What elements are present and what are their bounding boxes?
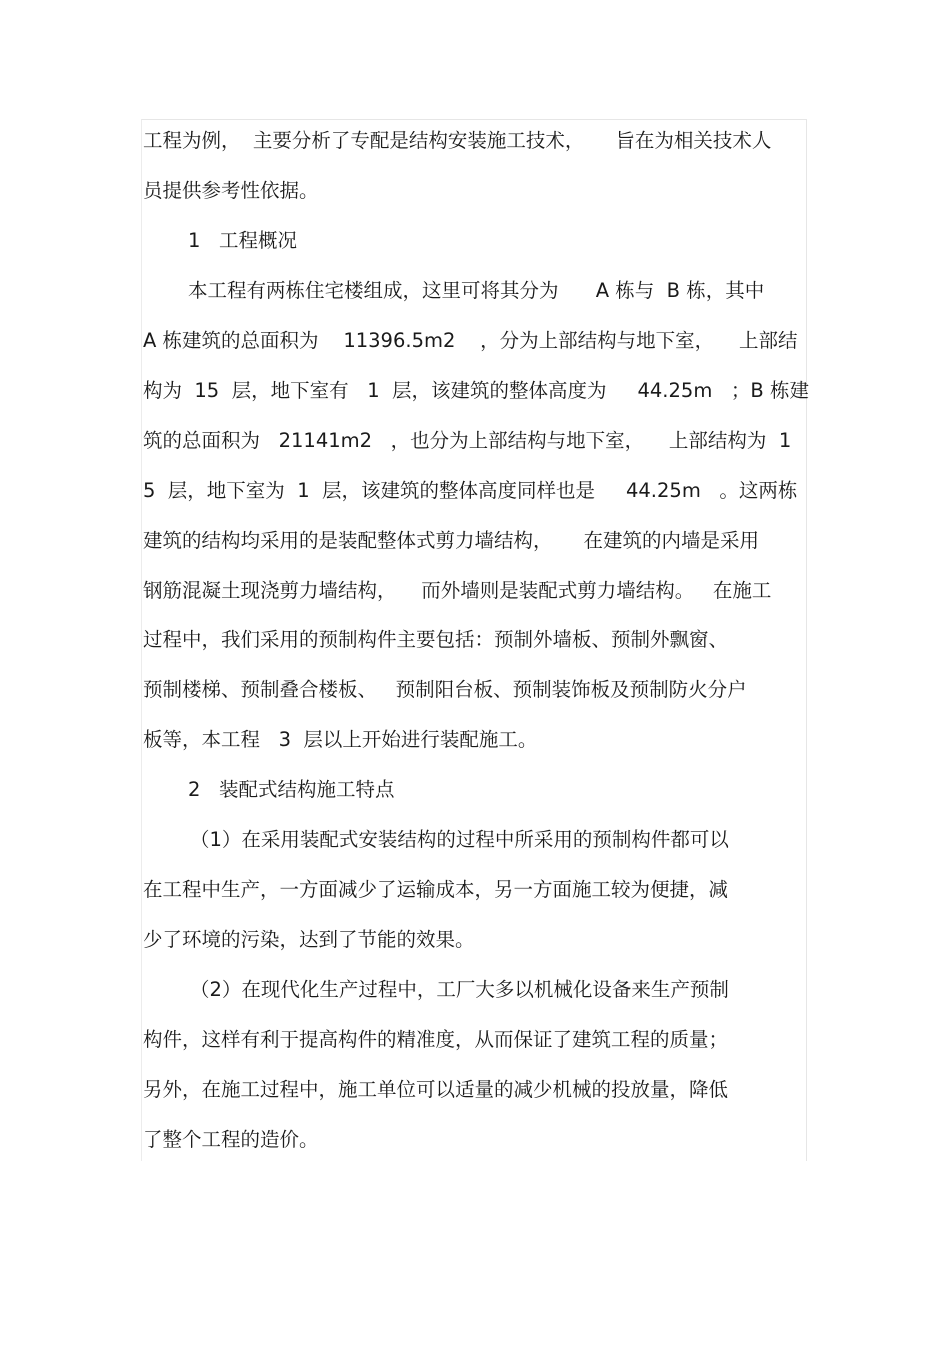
text-line: 过程中，我们采用的预制构件主要包括：预制外墙板、预制外飘窗、 <box>143 628 729 651</box>
text-line: 本工程有两栋住宅楼组成，这里可将其分为 A 栋与 B 栋，其中 <box>188 279 765 302</box>
text-line: 构件，这样有利于提高构件的精准度，从而保证了建筑工程的质量； <box>143 1028 729 1051</box>
text-line: 构为 15 层，地下室有 1 层，该建筑的整体高度为 44.25m ；B 栋建 <box>143 379 809 402</box>
section-heading: 2 装配式结构施工特点 <box>188 778 395 801</box>
text-line: 建筑的结构均采用的是装配整体式剪力墙结构， 在建筑的内墙是采用 <box>143 529 759 552</box>
text-line: 5 层，地下室为 1 层，该建筑的整体高度同样也是 44.25m 。这两栋 <box>143 479 798 502</box>
text-line: 另外，在施工过程中，施工单位可以适量的减少机械的投放量，降低 <box>143 1078 729 1101</box>
section-heading: 1 工程概况 <box>188 229 298 252</box>
text-line: 少了环境的污染，达到了节能的效果。 <box>143 928 475 951</box>
text-line: （2）在现代化生产过程中，工厂大多以机械化设备来生产预制 <box>190 978 729 1001</box>
text-line: （1）在采用装配式安装结构的过程中所采用的预制构件都可以 <box>190 828 729 851</box>
text-line: 了整个工程的造价。 <box>143 1128 319 1151</box>
text-line: 工程为例， 主要分析了专配是结构安装施工技术， 旨在为相关技术人 <box>143 129 772 152</box>
text-line: 钢筋混凝土现浇剪力墙结构， 而外墙则是装配式剪力墙结构。 在施工 <box>143 579 772 602</box>
text-line: 员提供参考性依据。 <box>143 179 319 202</box>
text-line: 在工程中生产，一方面减少了运输成本，另一方面施工较为便捷，减 <box>143 878 729 901</box>
text-line: 筑的总面积为 21141m2 ，也分为上部结构与地下室， 上部结构为 1 <box>143 429 792 452</box>
text-line: A 栋建筑的总面积为 11396.5m2 ，分为上部结构与地下室， 上部结 <box>143 329 798 352</box>
text-line: 板等，本工程 3 层以上开始进行装配施工。 <box>143 728 538 751</box>
text-line: 预制楼梯、预制叠合楼板、 预制阳台板、预制装饰板及预制防火分户 <box>143 678 747 701</box>
